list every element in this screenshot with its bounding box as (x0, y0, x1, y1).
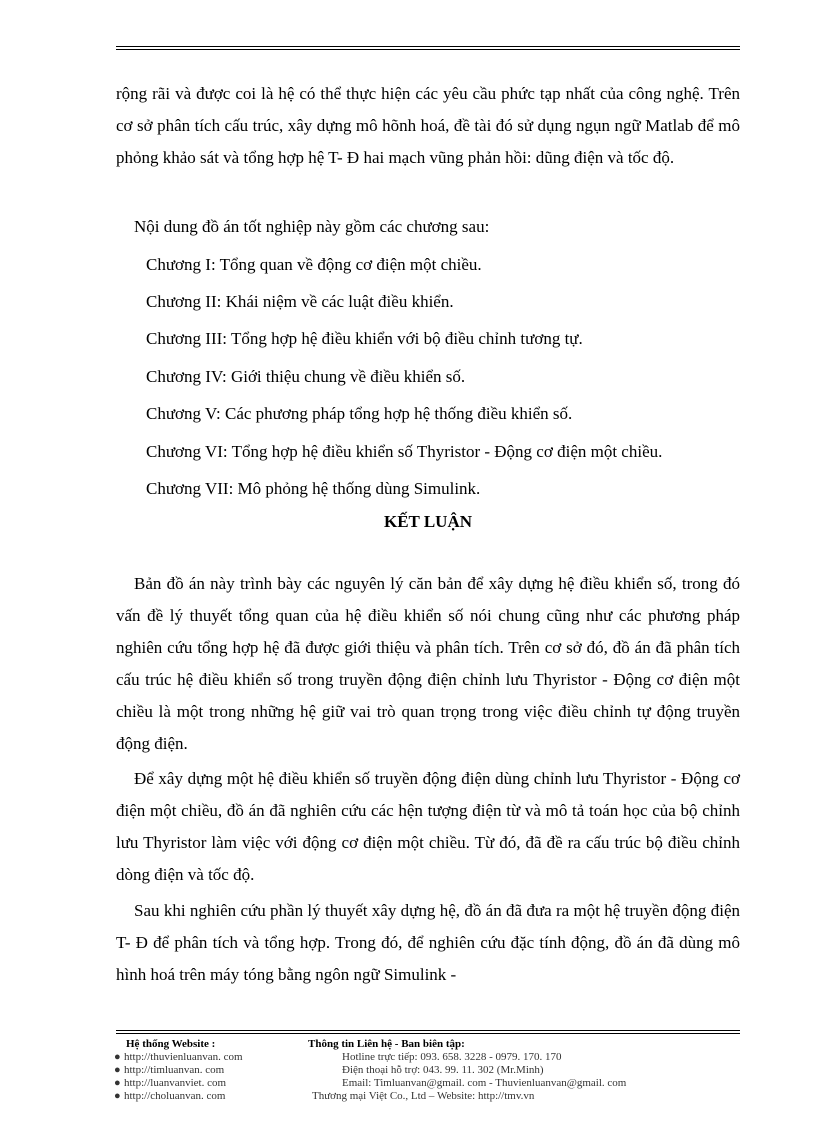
chapter-item: Chương VI: Tổng hợp hệ điều khiển số Thyristor - Động cơ điện một chiều. (146, 442, 663, 461)
contact-phone: Điện thoại hỗ trợ: 043. 99. 11. 302 (Mr.Minh) (342, 1064, 544, 1076)
website-link[interactable]: ● http://luanvanviet. com (114, 1077, 227, 1089)
bullet-icon: ● (114, 1077, 121, 1089)
contact-column (308, 1037, 626, 1103)
conclusion-paragraph: Sau khi nghiên cứu phần lý thuyết xây dựng hệ, đồ án đã đưa ra một hệ truyền động điện T- Đ để phân tích và tổng hợp. Trong đó, để nghiên cứu đặc tính động, đồ án đã dùng mô hình hoá trên máy tóng bằng ngôn ngữ Simulink - (116, 901, 740, 984)
chapter-item: Chương V: Các phương pháp tổng hợp hệ thống điều khiển số. (146, 404, 573, 423)
chapter-item: Chương I: Tổng quan về động cơ điện một chiều. (146, 255, 482, 274)
footer-rule-top (116, 1030, 740, 1031)
chapter-item: Chương VII: Mô phỏng hệ thống dùng Simulink. (146, 479, 481, 498)
websites-title: Hệ thống Website : (126, 1038, 216, 1050)
chapter-item: Chương IV: Giới thiệu chung về điều khiển số. (146, 367, 466, 386)
website-link[interactable]: ● http://choluanvan. com (114, 1090, 226, 1102)
contents-intro: Nội dung đồ án tốt nghiệp này gồm các chương sau: (134, 217, 490, 236)
chapter-item: Chương III: Tổng hợp hệ điều khiển với bộ điều chỉnh tương tự. (146, 329, 583, 348)
intro-paragraph: rộng rãi và được coi là hệ có thể thực hiện các yêu cầu phức tạp nhất của công nghệ. Trên cơ sở phân tích cấu trúc, xây dựng mô hõnh hoá, đề tài đó sử dụng ngụn ngữ Matlab để mô phỏng khảo sát và tổng hợp hệ T- Đ hai mạch vũng phản hồi: dũng điện và tốc độ. (116, 84, 740, 167)
conclusion-heading: KẾT LUẬN (383, 512, 472, 531)
contact-company: Thương mại Việt Co., Ltd – Website: http://tmv.vn (312, 1090, 535, 1102)
conclusion-paragraph: Bản đồ án này trình bày các nguyên lý căn bản để xây dựng hệ điều khiển số, trong đó vấn đề lý thuyết tổng quan của hệ điều khiển số nói chung cũng như các phương pháp nghiên cứu tổng hợp hệ đã được giới thiệu và phân tích. Trên cơ sở đó, đồ án đã phân tích cấu trúc hệ điều khiển số trong truyền động điện chỉnh lưu Thyristor - Động cơ điện một chiều là một trong những hệ giữ vai trò quan trọng trong việc điều chỉnh tự động truyền động điện. (116, 574, 740, 753)
footer-rule-bottom (116, 1033, 740, 1034)
website-link[interactable]: ● http://thuvienluanvan. com (114, 1051, 243, 1063)
website-link[interactable]: ● http://timluanvan. com (114, 1064, 225, 1076)
bullet-icon: ● (114, 1051, 121, 1063)
contact-email: Email: Timluanvan@gmail. com - Thuvienluanvan@gmail. com (342, 1077, 627, 1089)
conclusion-paragraph: Để xây dựng một hệ điều khiển số truyền động điện dùng chỉnh lưu Thyristor - Động cơ điện một chiều, đồ án đã nghiên cứu các hện tượng điện từ và mô tả toán học của bộ chỉnh lưu Thyristor làm việc với động cơ điện một chiều. Từ đó, đã đề ra cấu trúc bộ điều chỉnh dòng điện và tốc độ. (116, 769, 740, 884)
header-rule-top (116, 46, 740, 47)
contact-hotline: Hotline trực tiếp: 093. 658. 3228 - 0979. 170. 170 (342, 1051, 562, 1063)
header-rule-bottom (116, 49, 740, 50)
bullet-icon: ● (114, 1064, 121, 1076)
contact-title: Thông tin Liên hệ - Ban biên tập: (308, 1038, 465, 1050)
bullet-icon: ● (114, 1090, 121, 1102)
websites-column (114, 1037, 243, 1103)
chapter-item: Chương II: Khái niệm về các luật điều khiển. (146, 292, 454, 311)
